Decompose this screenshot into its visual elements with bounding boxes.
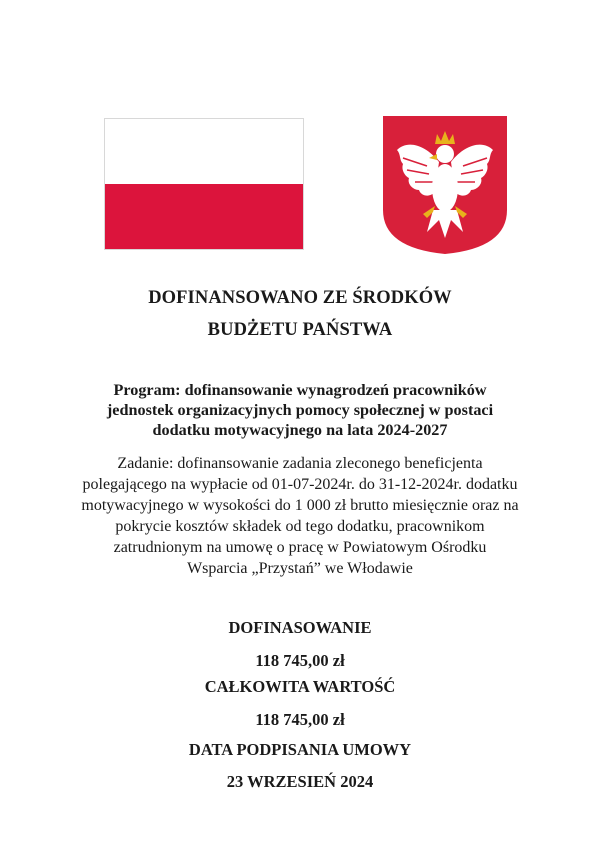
task-description — [36, 453, 564, 579]
program-line: Program: dofinansowanie wynagrodzeń pracowników — [113, 381, 487, 399]
signing-date-label: DATA PODPISANIA UMOWY — [188, 740, 412, 759]
flag-red-stripe — [105, 184, 303, 249]
heading-line-2: BUDŻETU PAŃSTWA — [207, 320, 393, 340]
heading-line-1: DOFINANSOWANO ZE ŚRODKÓW — [148, 288, 452, 308]
program-line: dodatku motywacyjnego na lata 2024-2027 — [152, 421, 448, 439]
signing-date-value: 23 WRZESIEŃ 2024 — [226, 772, 374, 791]
polish-coat-of-arms-icon — [381, 114, 509, 256]
task-line: Zadanie: dofinansowanie zadania zleconego beneficjenta — [117, 455, 483, 472]
flag-white-stripe — [105, 119, 303, 184]
task-line: polegającego na wypłacie od 01-07-2024r. do 31-12-2024r. dodatku — [82, 476, 518, 493]
total-value: 118 745,00 zł — [255, 710, 345, 729]
polish-flag-icon — [104, 118, 304, 250]
task-line: zatrudnionym na umowę o pracę w Powiatowym Ośrodku — [113, 539, 487, 556]
program-line: jednostek organizacyjnych pomocy społecznej w postaci — [106, 401, 494, 419]
funding-value: 118 745,00 zł — [255, 651, 345, 670]
task-line: motywacyjnego w wysokości do 1 000 zł brutto miesięcznie oraz na — [81, 497, 519, 514]
task-line: pokrycie kosztów składek od tego dodatku, pracownikom — [115, 518, 485, 535]
funding-label: DOFINASOWANIE — [228, 618, 372, 637]
task-line: Wsparcia „Przystań” we Włodawie — [187, 560, 413, 577]
total-value-label: CAŁKOWITA WARTOŚĆ — [204, 677, 396, 696]
program-description — [50, 380, 550, 440]
